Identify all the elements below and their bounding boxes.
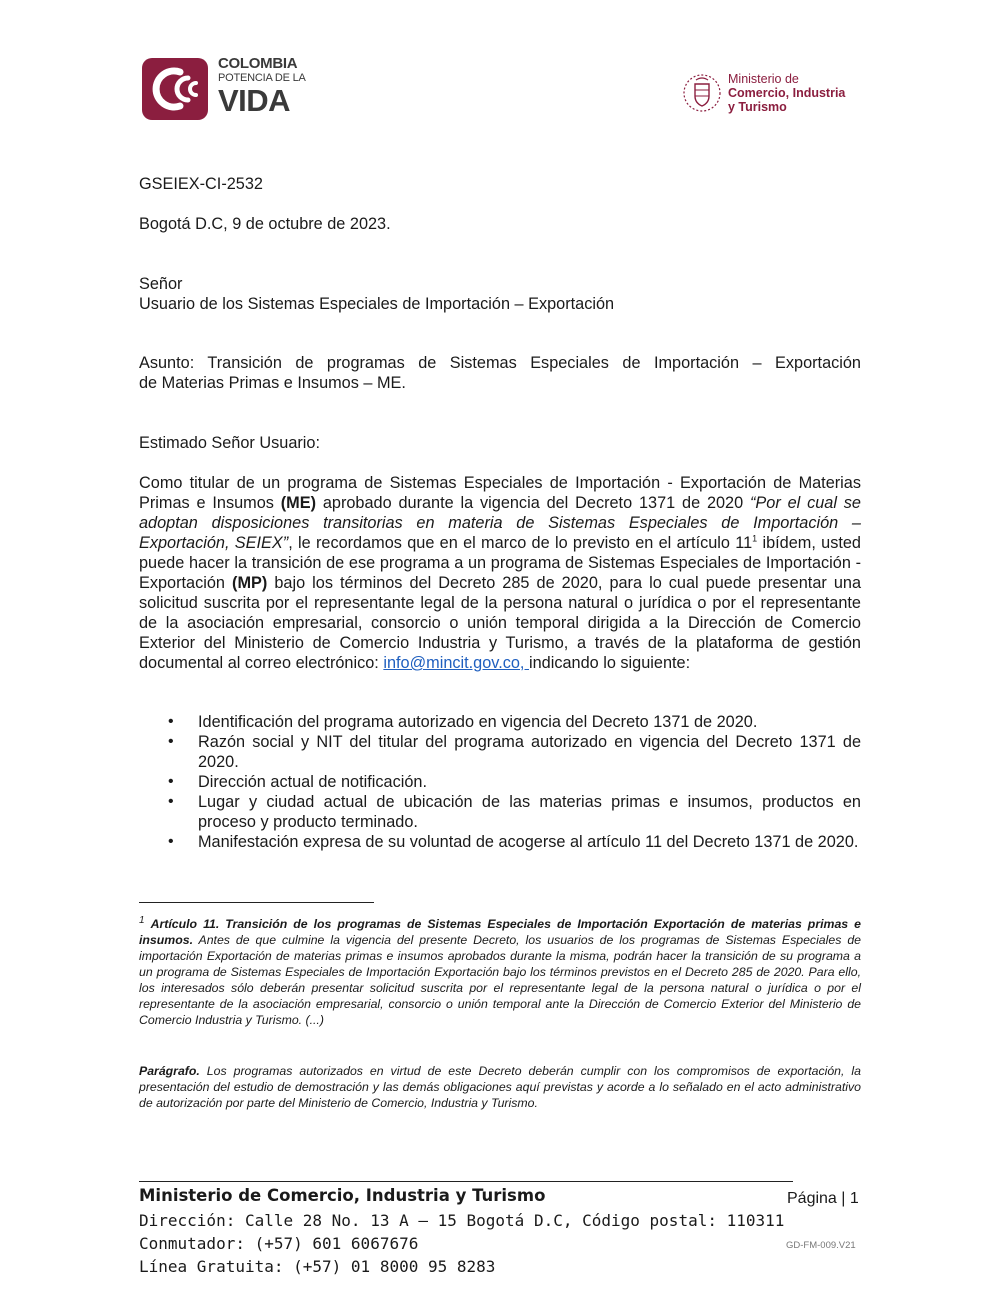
subject-line-2: de Materias Primas e Insumos – ME. [139, 374, 406, 392]
logo-mark-icon [142, 58, 208, 120]
list-item: • Identificación del programa autorizado en vigencia del Decreto 1371 de 2020. [139, 712, 861, 732]
footnote-title: Artículo 11. Transición de los programas de Sistemas Especiales de Importación Exportación de materias primas e insumos. [139, 917, 861, 947]
footer-toll-free: Línea Gratuita: (+57) 01 8000 95 8283 [139, 1257, 496, 1276]
footnote-divider [139, 902, 374, 903]
footnote-paragraph [139, 1063, 861, 1111]
body-text: indicando lo siguiente: [528, 654, 691, 672]
logo-line-vida: VIDA [218, 83, 291, 118]
paragraph-text: Los programas autorizados en virtud de este Decreto deberán cumplir con los compromisos de exportación, la presentación del estudio de demostración y las demás obligaciones aquí previstas y acorde a lo señalado en el acto administrativo de autorización por parte del Ministerio de Comercio, Industria y Turismo. [139, 1064, 861, 1110]
ministerio-line3: y Turismo [728, 100, 787, 114]
footnote-number: 1 [139, 914, 145, 926]
subject-line-1: Asunto: Transición de programas de Sistemas Especiales de Importación – Exportación [139, 354, 861, 372]
body-text: , le recordamos que en el marco de lo previsto en el artículo 11 [288, 534, 753, 552]
list-item: • Manifestación expresa de su voluntad de acogerse al artículo 11 del Decreto 1371 de 2020. [139, 832, 861, 852]
list-item: • Razón social y NIT del titular del programa autorizado en vigencia del Decreto 1371 de 2020. [139, 732, 861, 772]
coat-of-arms-icon [682, 72, 722, 114]
logo-line-potencia: POTENCIA DE LA [218, 72, 306, 84]
body-text: aprobado durante la vigencia del Decreto 1371 de 2020 [316, 494, 750, 512]
body-text: ibídem, usted puede hacer la transición de ese programa a un programa de Sistemas Especiales de Importación - Exportación [139, 534, 861, 592]
program-code-me: (ME) [280, 494, 316, 512]
reference-number: GSEIEX-CI-2532 [139, 175, 263, 193]
email-link[interactable]: info@mincit.gov.co, [383, 654, 529, 672]
decree-title: “Por el cual se adoptan disposiciones transitorias en materia de Sistemas Especiales de Importación – Exportación, SEIEX” [139, 494, 861, 552]
ministerio-line1: Ministerio de [728, 72, 799, 86]
footer-divider [139, 1181, 793, 1182]
ministerio-logo [682, 72, 872, 118]
ministerio-line2: Comercio, Industria [728, 86, 846, 100]
body-text: bajo los términos del Decreto 285 de 2020, para lo cual puede presentar una solicitud suscrita por el representante legal de la persona natural o jurídica o por el representante de la asociación empresarial, consorcio o unión temporal dirigida a la Dirección de Comercio Exterior del Ministerio de Comercio Industria y Turismo, a través de la plataforma de gestión documental al correo electrónico: [139, 574, 861, 672]
greeting: Estimado Señor Usuario: [139, 434, 320, 452]
list-item: • Dirección actual de notificación. [139, 772, 861, 792]
footer-phone: Conmutador: (+57) 601 6067676 [139, 1234, 419, 1253]
recipient: Usuario de los Sistemas Especiales de Importación – Exportación [139, 295, 615, 313]
requirements-list [139, 712, 861, 852]
footnote-ref: 1 [752, 533, 758, 544]
list-item: • Lugar y ciudad actual de ubicación de las materias primas e insumos, productos en proceso y producto terminado. [139, 792, 861, 832]
salutation-title: Señor [139, 275, 183, 293]
body-text: Como titular de un programa de Sistemas Especiales de Importación - Exportación de Materias Primas e Insumos [139, 474, 861, 512]
page-number: Página | 1 [787, 1190, 859, 1207]
paragraph-title: Parágrafo. [139, 1064, 200, 1078]
logo-line-colombia: COLOMBIA [218, 55, 298, 72]
form-code: GD-FM-009.V21 [786, 1240, 856, 1251]
colombia-potencia-logo [142, 56, 322, 122]
footnote [139, 916, 861, 1028]
footer-address: Dirección: Calle 28 No. 13 A – 15 Bogotá D.C, Código postal: 110311 [139, 1211, 785, 1230]
body-paragraph [139, 473, 861, 673]
letter-date: Bogotá D.C, 9 de octubre de 2023. [139, 215, 391, 233]
footer-org: Ministerio de Comercio, Industria y Turismo [139, 1186, 546, 1205]
program-code-mp: (MP) [232, 574, 268, 592]
footnote-text: Antes de que culmine la vigencia del presente Decreto, los usuarios de los programas de Sistemas Especiales de importación Exportación de materias primas e insumos aprobados durante la misma, podrán hacer la transición de su programa a un programa de Sistemas Especiales de Importación Exportación bajo los términos previstos en el Decreto 285 de 2020. Para ello, los interesados sólo deberán presentar solicitud suscrita por el representante legal de la persona natural o jurídica o por el representante de la asociación empresarial, consorcio o unión temporal ante la Dirección de Comercio Exterior del Ministerio de Comercio Industria y Turismo. (...) [139, 933, 861, 1027]
